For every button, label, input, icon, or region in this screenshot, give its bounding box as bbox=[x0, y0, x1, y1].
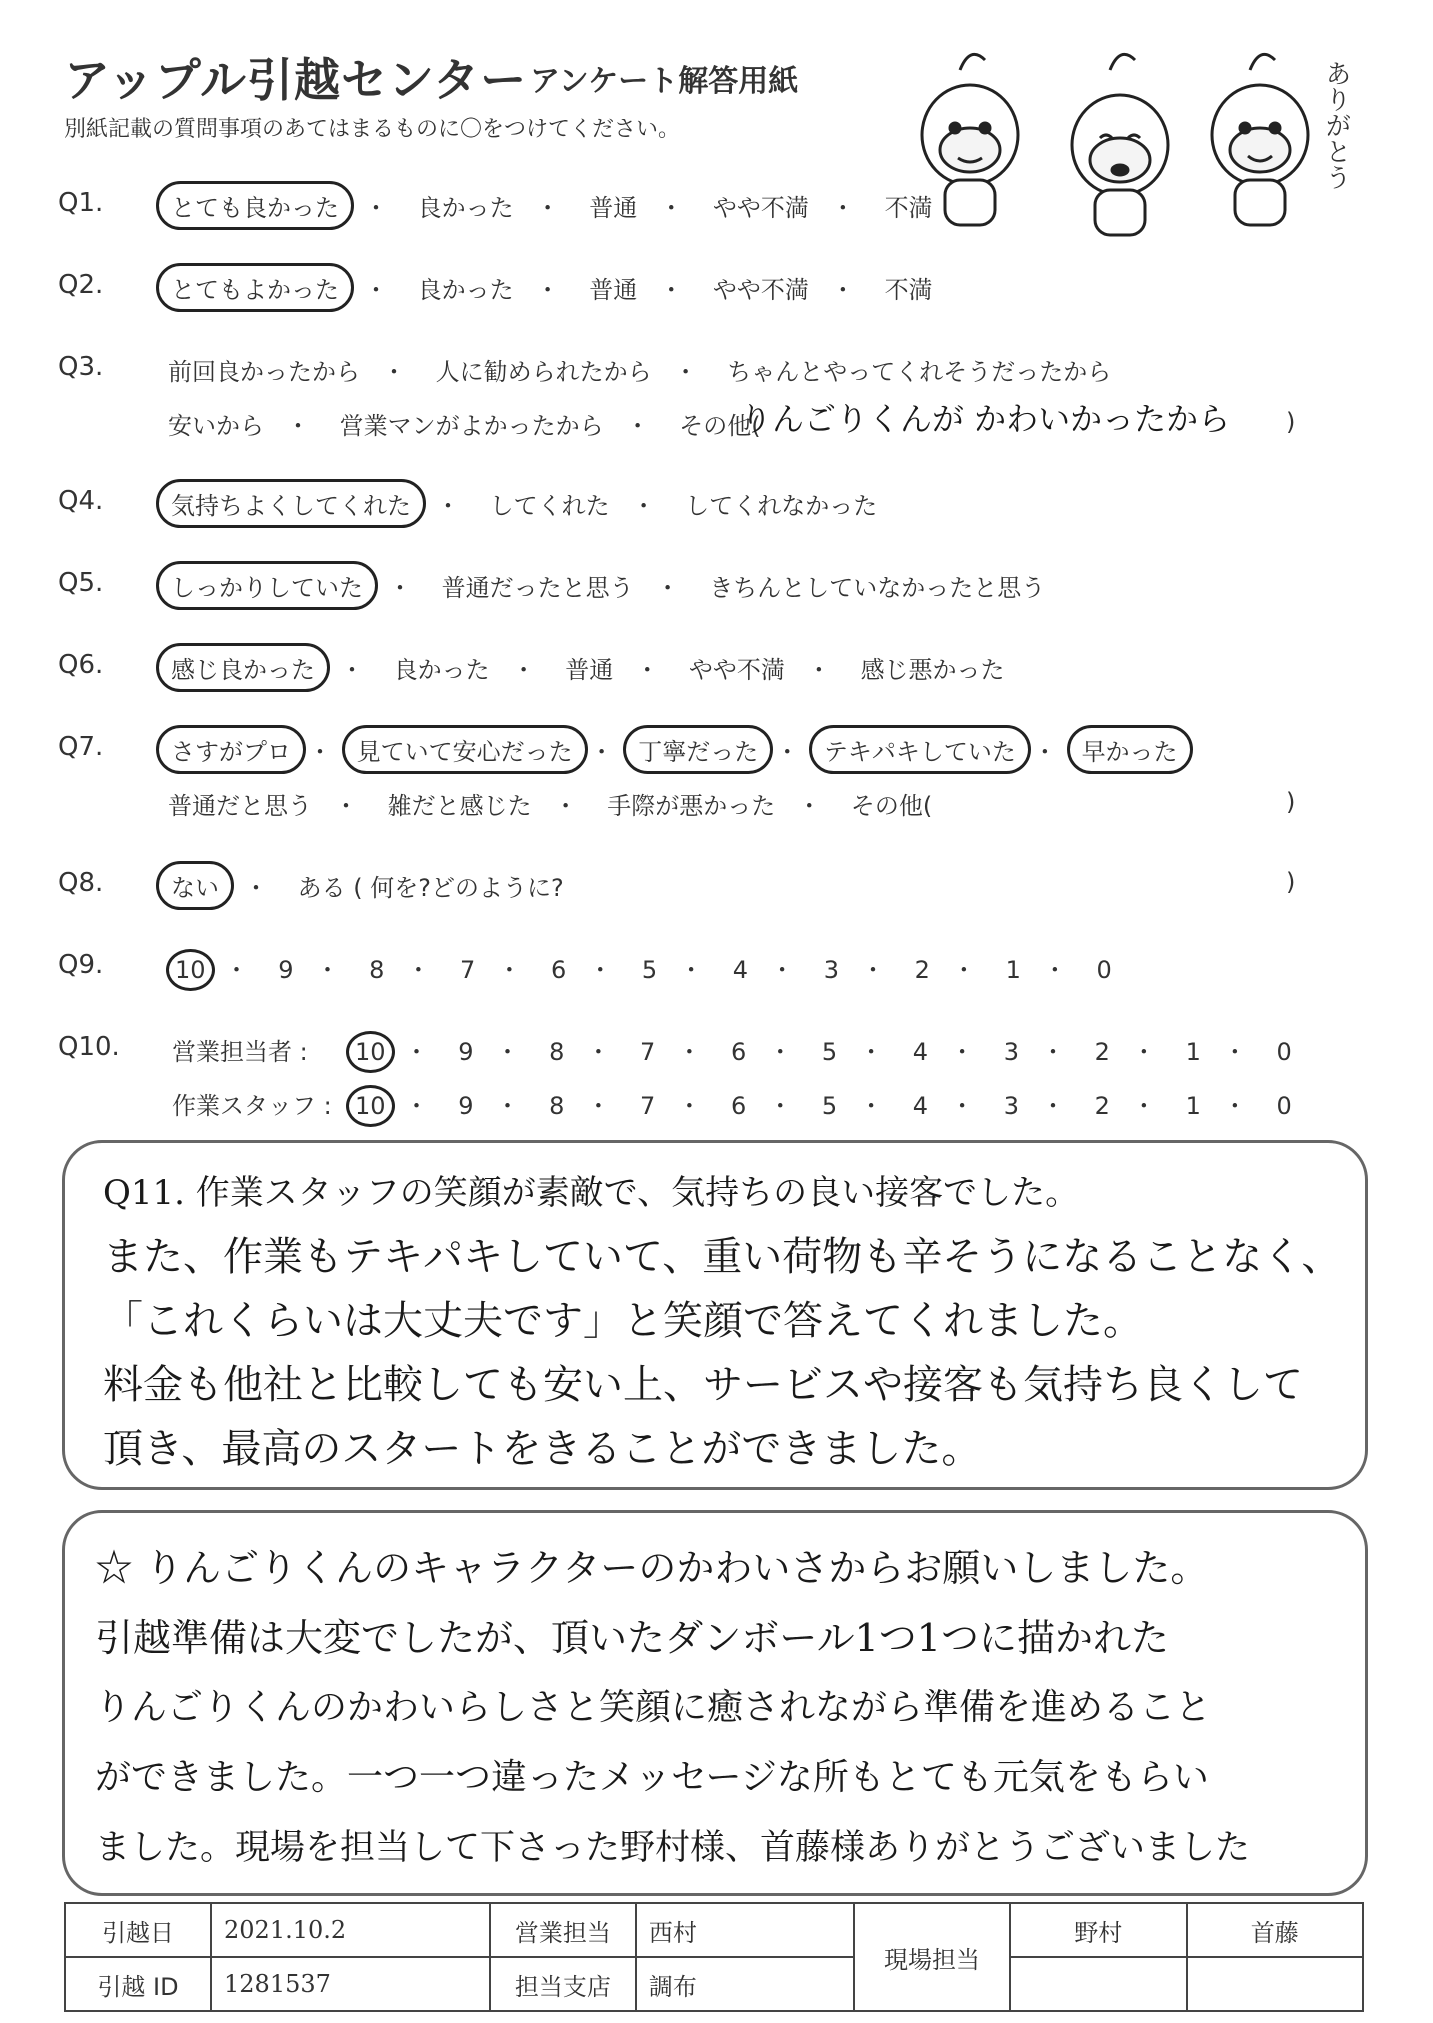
q9-score[interactable]: 9 bbox=[278, 956, 294, 984]
q8-option-selected[interactable]: ない bbox=[156, 861, 234, 910]
q3-option[interactable]: ちゃんとやってくれそうだったから bbox=[727, 358, 1112, 386]
q11-line: Q11. 作業スタッフの笑顔が素敵で、気持ちの良い接客でした。 bbox=[103, 1173, 1080, 1213]
q3-option[interactable]: 前回良かったから bbox=[168, 358, 360, 386]
q2-option[interactable]: やや不満 bbox=[712, 276, 809, 304]
q10-sales-score[interactable]: 8 bbox=[549, 1038, 565, 1066]
q8-paren-close: ) bbox=[1286, 868, 1296, 896]
q4-option-selected[interactable]: 気持ちよくしてくれた bbox=[156, 479, 426, 528]
q10-sales-scale: 10 ・ 9 ・ 8 ・ 7 ・ 6 ・ 5 ・ 4 ・ 3 ・ 2 ・ 1 ・ 0 bbox=[350, 1032, 1300, 1067]
q11-line: 頂き、最高のスタートをきることができました。 bbox=[103, 1426, 982, 1472]
q4-number: Q4. bbox=[58, 486, 104, 516]
q10-staff-scale: 10 ・ 9 ・ 8 ・ 7 ・ 6 ・ 5 ・ 4 ・ 3 ・ 2 ・ 1 ・ 0 bbox=[350, 1086, 1300, 1121]
q4-options: 気持ちよくしてくれた ・ してくれた ・ してくれなかった bbox=[160, 486, 885, 521]
comment-line: ができました。一つ一つ違ったメッセージな所もとても元気をもらい bbox=[95, 1757, 1209, 1798]
q2-options: とてもよかった ・ 良かった ・ 普通 ・ やや不満 ・ 不満 bbox=[160, 270, 941, 305]
q9-score[interactable]: 2 bbox=[914, 956, 930, 984]
comment-line: りんごりくんのかわいらしさと笑顔に癒されながら準備を進めること bbox=[95, 1687, 1212, 1728]
q10-sales-score-selected[interactable]: 10 bbox=[346, 1031, 395, 1073]
q7-options-line2: 普通だと思う ・ 雑だと感じた ・ 手際が悪かった ・ その他( bbox=[160, 786, 940, 821]
q1-number: Q1. bbox=[58, 188, 104, 218]
q10-staff-score[interactable]: 2 bbox=[1094, 1092, 1110, 1120]
branch-label: 担当支店 bbox=[490, 1957, 636, 2011]
q4-option[interactable]: してくれなかった bbox=[685, 492, 878, 520]
q7-option-selected[interactable]: 丁寧だった bbox=[623, 725, 773, 774]
q10-staff-score[interactable]: 3 bbox=[1003, 1092, 1019, 1120]
site-staff-label: 現場担当 bbox=[854, 1903, 1010, 2011]
q1-option[interactable]: 良かった bbox=[417, 194, 514, 222]
q4-option[interactable]: してくれた bbox=[489, 492, 610, 520]
q9-score[interactable]: 6 bbox=[550, 956, 567, 984]
q9-scale: 10 ・ 9 ・ 8 ・ 7 ・ 6 ・ 5 ・ 4 ・ 3 ・ 2 ・ 1 ・ 0 bbox=[170, 950, 1120, 985]
q2-option[interactable]: 不満 bbox=[884, 276, 933, 304]
site-staff-2: 首藤 bbox=[1187, 1903, 1364, 1957]
q9-score[interactable]: 0 bbox=[1096, 956, 1112, 984]
q9-score[interactable]: 4 bbox=[732, 956, 749, 984]
q10-staff-score[interactable]: 7 bbox=[640, 1092, 656, 1120]
q10-sales-score[interactable]: 1 bbox=[1185, 1038, 1201, 1066]
q10-staff-score[interactable]: 6 bbox=[730, 1092, 747, 1120]
q10-sales-score[interactable]: 7 bbox=[640, 1038, 656, 1066]
q9-score[interactable]: 8 bbox=[369, 956, 385, 984]
sales-rep-value: 西村 bbox=[636, 1903, 854, 1957]
q10-sales-score[interactable]: 5 bbox=[821, 1038, 838, 1066]
q10-staff-score[interactable]: 5 bbox=[821, 1092, 838, 1120]
mascot-2 bbox=[1072, 54, 1168, 235]
comment-line: ☆ りんごりくんのキャラクターのかわいさからお願いしました。 bbox=[95, 1546, 1209, 1590]
q3-option[interactable]: 営業マンがよかったから bbox=[339, 412, 604, 440]
q9-score[interactable]: 5 bbox=[641, 956, 658, 984]
q8-option[interactable]: ある ( 何を?どのように? bbox=[297, 874, 564, 902]
comment-line: ました。現場を担当して下さった野村様、首藤様ありがとうございました bbox=[95, 1828, 1251, 1868]
q9-number: Q9. bbox=[58, 950, 104, 980]
site-staff-empty-cell bbox=[1010, 1957, 1186, 2011]
sales-rep-label: 営業担当 bbox=[490, 1903, 636, 1957]
q5-option[interactable]: 普通だったと思う bbox=[441, 574, 634, 602]
free-comment-text bbox=[95, 1533, 1250, 1883]
move-date-value: 2021.10.2 bbox=[211, 1903, 490, 1957]
q9-score-selected[interactable]: 10 bbox=[166, 949, 215, 991]
q10-staff-label: 作業スタッフ : bbox=[172, 1092, 332, 1120]
q10-sales-score[interactable]: 4 bbox=[912, 1038, 929, 1066]
q11-comment-box bbox=[62, 1140, 1368, 1490]
q7-option-other[interactable]: その他( bbox=[850, 792, 933, 820]
q7-option-selected[interactable]: テキパキしていた bbox=[809, 725, 1031, 774]
q11-handwritten-text bbox=[103, 1161, 1341, 1481]
free-comment-box bbox=[62, 1510, 1368, 1896]
q7-option[interactable]: 手際が悪かった bbox=[607, 792, 776, 820]
move-date-label: 引越日 bbox=[65, 1903, 211, 1957]
q3-options-line1: 前回良かったから ・ 人に勧められたから ・ ちゃんとやってくれそうだったから bbox=[160, 352, 1119, 387]
q10-staff-score[interactable]: 4 bbox=[912, 1092, 929, 1120]
move-id-label: 引越 ID bbox=[65, 1957, 211, 2011]
q10-staff-score[interactable]: 8 bbox=[549, 1092, 565, 1120]
q10-staff-score[interactable]: 0 bbox=[1276, 1092, 1292, 1120]
q3-options-line2: 安いから ・ 営業マンがよかったから ・ その他( bbox=[160, 406, 769, 441]
q6-options: 感じ良かった ・ 良かった ・ 普通 ・ やや不満 ・ 感じ悪かった bbox=[160, 650, 1013, 685]
q11-line: また、作業もテキパキしていて、重い荷物も辛そうになることなく、 bbox=[103, 1234, 1342, 1280]
form-subtitle: アンケート解答用紙 bbox=[530, 64, 799, 99]
q5-option-selected[interactable]: しっかりしていた bbox=[156, 561, 378, 610]
q6-option-selected[interactable]: 感じ良かった bbox=[156, 643, 330, 692]
q1-option-selected[interactable]: とても良かった bbox=[156, 181, 354, 230]
q10-sales-label: 営業担当者 : bbox=[172, 1038, 308, 1066]
branch-value: 調布 bbox=[636, 1957, 854, 2011]
company-title: アップル引越センター bbox=[64, 53, 528, 107]
move-id-value: 1281537 bbox=[211, 1957, 490, 2011]
q10-staff-score[interactable]: 1 bbox=[1185, 1092, 1201, 1120]
q9-score[interactable]: 3 bbox=[823, 956, 839, 984]
q11-line: 「これくらいは大丈夫です」と笑顔で答えてくれました。 bbox=[103, 1298, 1143, 1344]
q2-option[interactable]: 良かった bbox=[417, 276, 514, 304]
q1-option[interactable]: 普通 bbox=[589, 194, 638, 222]
q3-option[interactable]: 安いから bbox=[168, 412, 264, 440]
q10-sales-score[interactable]: 0 bbox=[1276, 1038, 1292, 1066]
q2-option-selected[interactable]: とてもよかった bbox=[156, 263, 354, 312]
q6-option[interactable]: 良かった bbox=[393, 656, 490, 684]
q6-number: Q6. bbox=[58, 650, 104, 680]
q9-score[interactable]: 7 bbox=[460, 956, 476, 984]
thanks-label: ありがとう bbox=[1321, 60, 1351, 190]
q3-paren-close: ) bbox=[1286, 408, 1296, 436]
q7-number: Q7. bbox=[58, 732, 104, 762]
q5-options: しっかりしていた ・ 普通だったと思う ・ きちんとしていなかったと思う bbox=[160, 568, 1053, 603]
site-staff-1: 野村 bbox=[1010, 1903, 1186, 1957]
mascot-illustration bbox=[900, 40, 1360, 240]
q5-option[interactable]: きちんとしていなかったと思う bbox=[709, 574, 1046, 602]
q3-option[interactable]: 人に勧められたから bbox=[435, 358, 652, 386]
q3-other-handwritten: りんごりくんが かわいかったから bbox=[740, 400, 1231, 438]
q1-option[interactable]: 不満 bbox=[884, 194, 933, 222]
q8-options: ない ・ ある ( 何を?どのように? bbox=[160, 868, 572, 903]
mascot-3 bbox=[1212, 54, 1308, 225]
site-staff-empty-cell bbox=[1187, 1957, 1364, 2011]
q7-option[interactable]: 普通だと思う bbox=[168, 792, 312, 820]
q7-paren-close: ) bbox=[1286, 788, 1296, 816]
q2-number: Q2. bbox=[58, 270, 104, 300]
comment-line: 引越準備は大変でしたが、頂いたダンボール1つ1つに描かれた bbox=[95, 1616, 1169, 1660]
q3-option-other[interactable]: その他( bbox=[679, 412, 761, 440]
q10-sales-score[interactable]: 2 bbox=[1094, 1038, 1110, 1066]
q9-score[interactable]: 1 bbox=[1005, 956, 1021, 984]
q10-sales-score[interactable]: 9 bbox=[458, 1038, 474, 1066]
q6-option[interactable]: やや不満 bbox=[688, 656, 785, 684]
q11-line: 料金も他社と比較しても安い上、サービスや接客も気持ち良くして bbox=[103, 1362, 1303, 1408]
q7-options-line1: さすがプロ ・ 見ていて安心だった ・ 丁寧だった ・ テキパキしていた ・ 早かった bbox=[160, 732, 1189, 767]
q7-option-selected[interactable]: 見ていて安心だった bbox=[342, 725, 588, 774]
q7-option-selected[interactable]: 早かった bbox=[1067, 725, 1193, 774]
q5-number: Q5. bbox=[58, 568, 104, 598]
q10-staff-score[interactable]: 9 bbox=[458, 1092, 474, 1120]
q10-sales-score[interactable]: 3 bbox=[1003, 1038, 1019, 1066]
q10-staff-score-selected[interactable]: 10 bbox=[346, 1085, 395, 1127]
q6-option[interactable]: 感じ悪かった bbox=[860, 656, 1005, 684]
q6-option[interactable]: 普通 bbox=[565, 656, 614, 684]
q8-number: Q8. bbox=[58, 868, 104, 898]
instructions: 別紙記載の質問事項のあてはまるものに〇をつけてください。 bbox=[64, 117, 681, 142]
q1-options: とても良かった ・ 良かった ・ 普通 ・ やや不満 ・ 不満 bbox=[160, 188, 941, 223]
q7-option-selected[interactable]: さすがプロ bbox=[156, 725, 306, 774]
q10-number: Q10. bbox=[58, 1032, 120, 1062]
q2-option[interactable]: 普通 bbox=[589, 276, 638, 304]
q10-sales-score[interactable]: 6 bbox=[730, 1038, 747, 1066]
q3-number: Q3. bbox=[58, 352, 104, 382]
q7-option[interactable]: 雑だと感じた bbox=[387, 792, 532, 820]
q1-option[interactable]: やや不満 bbox=[712, 194, 809, 222]
move-info-table bbox=[64, 1902, 1364, 2012]
